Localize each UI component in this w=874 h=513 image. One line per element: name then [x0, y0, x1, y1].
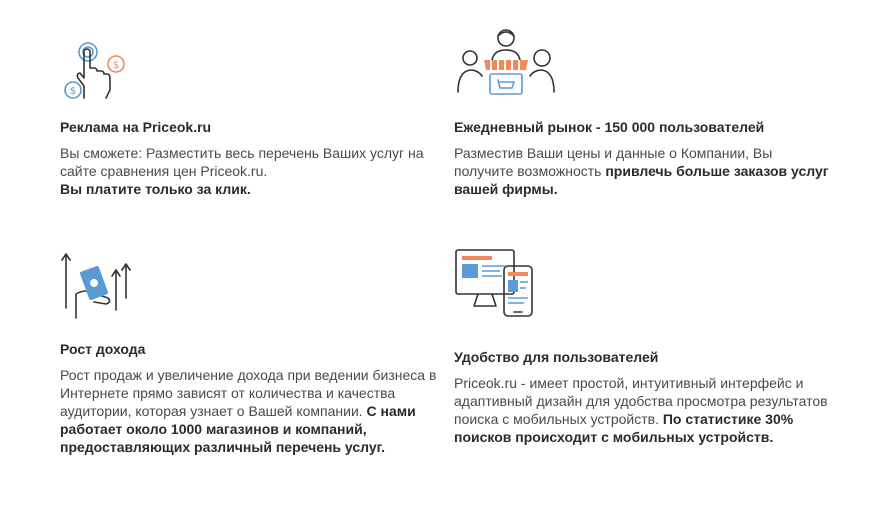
feature-title: Реклама на Priceok.ru — [60, 119, 212, 135]
feature-bold-text: Вы платите только за клик. — [60, 181, 251, 197]
feature-bold-text: По статистике 30% поисков происходит с мобильных устройств. — [454, 411, 794, 445]
click-money-icon — [60, 40, 130, 104]
feature-bold-text: С нами работает около 1000 магазинов и компаний, предоставляющих различный перечень услуг. — [60, 403, 416, 455]
feature-title: Удобство для пользователей — [454, 349, 659, 365]
feature-description — [60, 366, 440, 456]
feature-income-growth — [60, 248, 440, 456]
feature-usability — [454, 244, 834, 446]
feature-bold-text: привлечь больше заказов услуг вашей фирмы. — [454, 163, 829, 197]
feature-advertising — [60, 40, 440, 198]
income-growth-icon — [60, 248, 132, 322]
feature-text: Разместив Ваши цены и данные о Компании, Вы получите возможность — [454, 145, 773, 179]
feature-description — [60, 144, 440, 198]
feature-text: Вы сможете: Разместить весь перечень Ваших услуг на сайте сравнения цен Priceok.ru. — [60, 145, 424, 179]
feature-text: Priceok.ru - имеет простой, интуитивный интерфейс и адаптивный дизайн для удобства просмотра результатов поиска с мобильных устройств. — [454, 375, 828, 427]
feature-text: Рост продаж и увеличение дохода при ведении бизнеса в Интернете прямо зависят от количества и качества аудитории, которая узнает о Вашей компании. — [60, 367, 437, 419]
svg-text:$: $ — [112, 60, 120, 71]
market-people-icon — [454, 26, 558, 104]
devices-icon — [454, 244, 538, 324]
feature-description — [454, 144, 834, 198]
feature-daily-market — [454, 26, 834, 198]
feature-title: Рост дохода — [60, 341, 146, 357]
feature-description — [454, 374, 834, 446]
feature-title: Ежедневный рынок - 150 000 пользователей — [454, 119, 765, 135]
svg-text:$: $ — [69, 86, 77, 97]
